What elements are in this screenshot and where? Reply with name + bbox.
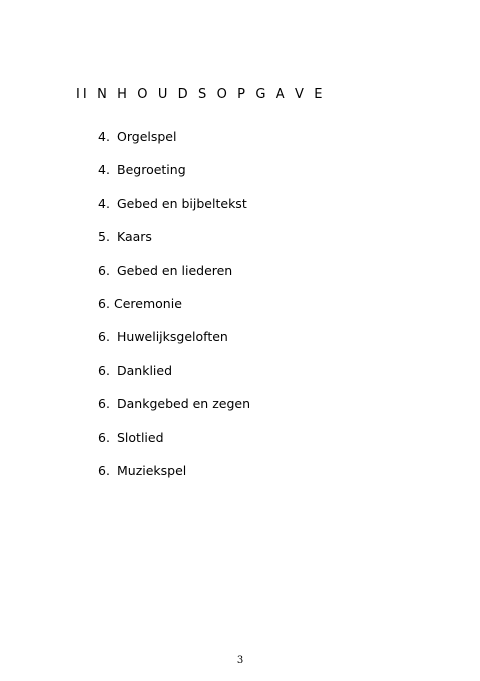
toc-item-title: Danklied [117,362,173,378]
page-number: 3 [236,655,244,666]
toc-item-title: Kaars [117,229,152,245]
toc-item-title: Begroeting [117,162,186,178]
toc-item-ceremonie [98,296,250,329]
toc-item-number: 6. [98,429,110,445]
toc-item-number: 4. [98,129,110,144]
toc-item-muziekspel [98,463,250,496]
page-heading: II N H O U D S O P G A V E [76,87,326,102]
toc-item-number: 6. [98,262,110,278]
toc-item-title: Gebed en bijbeltekst [117,195,247,211]
toc-item-gebed-en-bijbeltekst [98,196,250,229]
toc-item-title: Gebed en liederen [117,262,233,278]
toc-item-title: Orgelspel [117,129,177,144]
toc-item-number: 4. [98,162,110,178]
toc-item-kaars [98,229,250,262]
toc-item-slotlied [98,430,250,463]
toc-item-title: Dankgebed en zegen [117,396,250,412]
toc-item-number: 6. [98,396,110,412]
toc-item-dankgebed-en-zegen [98,396,250,429]
toc-item-number: 6. [98,362,110,378]
toc-item-danklied [98,363,250,396]
toc-item-begroeting [98,162,250,195]
toc-item-number: 4. [98,195,110,211]
toc-item-number: 6. [98,295,110,311]
toc-item-gebed-en-liederen [98,263,250,296]
toc-item-orgelspel [98,129,250,162]
toc-item-title: Muziekspel [117,462,187,478]
toc-item-title: Ceremonie [114,295,182,311]
toc-item-number: 6. [98,329,110,345]
toc-item-number: 6. [98,462,110,478]
toc-item-huwelijksgeloften [98,329,250,362]
toc-item-title: Huwelijksgeloften [117,329,228,345]
toc-item-number: 5. [98,229,110,245]
table-of-contents [98,129,250,496]
toc-item-title: Slotlied [117,429,164,445]
